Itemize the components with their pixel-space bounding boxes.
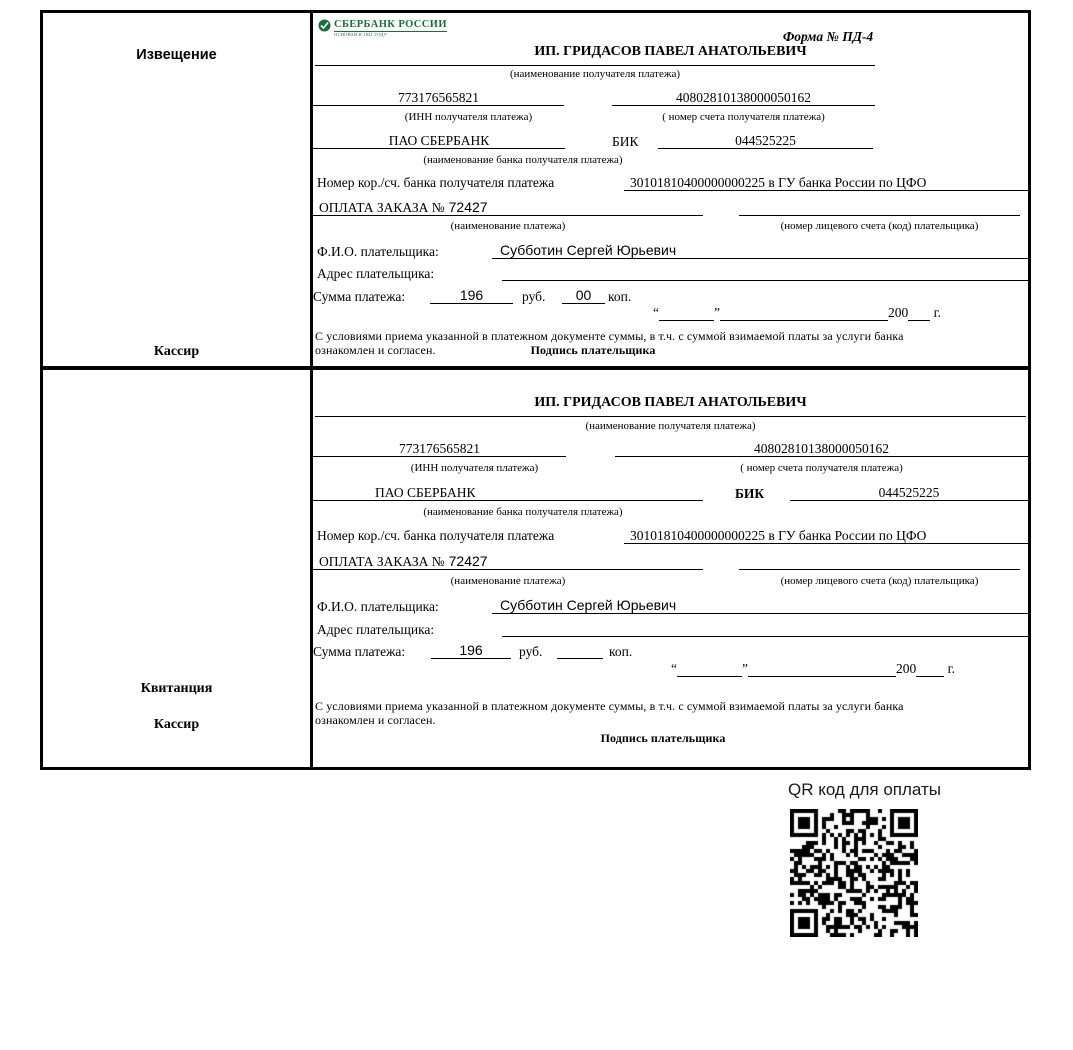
payment-name-label: ОПЛАТА ЗАКАЗА №: [319, 200, 445, 215]
sberbank-logo-subtext: ОСНОВАН В 1841 ГОДУ: [334, 32, 388, 37]
payment-name-number: 72427: [448, 199, 488, 215]
account-value: 40802810138000050162: [612, 88, 875, 106]
date-year-blank: [916, 662, 944, 677]
corr-label: Номер кор./сч. банка получателя платежа: [317, 175, 555, 190]
qr-code: [790, 809, 918, 937]
amount-rub-value: 196: [431, 641, 511, 659]
date-year-suffix: г.: [933, 305, 942, 320]
recipient-caption: (наименование получателя платежа): [585, 420, 756, 432]
rub-label: руб.: [519, 644, 543, 659]
corr-label: Номер кор./сч. банка получателя платежа: [317, 528, 555, 543]
address-label: Адрес плательщика:: [317, 622, 435, 637]
personal-account-blank: [739, 199, 1020, 216]
sberbank-logo: [318, 19, 447, 37]
bik-value: 044525225: [790, 483, 1028, 501]
inn-caption: (ИНН получателя платежа): [404, 111, 533, 123]
date-month-blank: [720, 306, 888, 321]
payer-signature-label: Подпись плательщика: [530, 343, 656, 357]
amount-label: Сумма платежа:: [313, 289, 406, 304]
recipient-underline: [315, 416, 1026, 417]
corr-value: 30101810400000000225 в ГУ банка России по ЦФО: [624, 172, 1028, 191]
payment-name-label: ОПЛАТА ЗАКАЗА №: [319, 554, 445, 569]
agreement-text: [315, 699, 985, 727]
agreement-line2-row: [315, 343, 985, 357]
qr-title: QR код для оплаты: [788, 780, 942, 799]
payment-name: [313, 553, 703, 570]
payment-name: [313, 199, 703, 216]
notice-side-column: [43, 13, 313, 370]
amount-kop-value: 00: [562, 286, 605, 304]
receipt-side-label: Квитанция: [140, 681, 213, 696]
date-day-blank: [659, 306, 714, 321]
recipient-caption: (наименование получателя платежа): [509, 68, 681, 80]
address-blank: [502, 619, 1028, 637]
amount-rub-value: 196: [430, 286, 513, 304]
pd4-form-sheet: [40, 10, 1031, 770]
sberbank-logo-icon: [318, 19, 331, 36]
date-blank-row: [671, 661, 955, 677]
bik-label: БИК: [612, 134, 639, 149]
bik-label: БИК: [735, 486, 765, 501]
kop-label: коп.: [609, 644, 633, 659]
notice-section: [313, 13, 1028, 370]
payer-signature-label: Подпись плательщика: [600, 731, 726, 745]
date-year-blank: [908, 306, 930, 321]
date-year-suffix: г.: [947, 661, 956, 676]
rub-label: руб.: [522, 289, 546, 304]
agreement-text: [315, 329, 985, 357]
fio-label: Ф.И.О. плательщика:: [317, 244, 439, 259]
bank-caption: (наименование банка получателя платежа): [423, 154, 623, 166]
agreement-line1: С условиями приема указанной в платежном документе суммы, в т.ч. с суммой взимаемой платы за услуги банка: [315, 699, 904, 713]
date-month-blank: [748, 662, 896, 677]
account-caption: ( номер счета получателя платежа): [662, 111, 825, 123]
personal-account-blank: [739, 553, 1020, 570]
agreement-line1: С условиями приема указанной в платежном документе суммы, в т.ч. с суммой взимаемой платы за услуги банка: [315, 329, 904, 343]
bank-name: ПАО СБЕРБАНК: [313, 131, 565, 149]
receipt-side-column: [43, 370, 313, 767]
date-quote-open: “: [671, 661, 677, 676]
date-quote-open: “: [653, 305, 659, 320]
agreement-line2: ознакомлен и согласен.: [315, 713, 436, 727]
account-value: 40802810138000050162: [615, 439, 1028, 457]
address-label: Адрес плательщика:: [317, 266, 435, 281]
payment-caption: (наименование платежа): [450, 220, 566, 232]
recipient-underline: [315, 65, 875, 66]
date-year-prefix: 200: [896, 661, 917, 676]
date-year-prefix: 200: [888, 305, 909, 320]
agreement-line2: ознакомлен и согласен.: [315, 343, 436, 357]
date-quote-close: ”: [742, 661, 748, 676]
corr-value: 30101810400000000225 в ГУ банка России по ЦФО: [624, 525, 1028, 544]
kop-label: коп.: [608, 289, 632, 304]
payment-name-number: 72427: [448, 553, 488, 569]
recipient-name: ИП. ГРИДАСОВ ПАВЕЛ АНАТОЛЬЕВИЧ: [534, 395, 807, 410]
recipient-name: ИП. ГРИДАСОВ ПАВЕЛ АНАТОЛЬЕВИЧ: [534, 44, 807, 59]
payer-name: Субботин Сергей Юрьевич: [492, 241, 1028, 259]
account-caption: ( номер счета получателя платежа): [740, 462, 903, 474]
personal-account-caption: (номер лицевого счета (код) плательщика): [780, 220, 979, 232]
amount-kop-blank: [557, 641, 603, 659]
date-quote-close: ”: [714, 305, 720, 320]
inn-value: 773176565821: [313, 439, 566, 457]
sberbank-logo-text: СБЕРБАНК РОССИИ: [334, 19, 447, 30]
amount-label: Сумма платежа:: [313, 644, 406, 659]
receipt-section: [313, 370, 1028, 767]
personal-account-caption: (номер лицевого счета (код) плательщика): [780, 575, 979, 587]
fio-label: Ф.И.О. плательщика:: [317, 599, 439, 614]
bank-caption: (наименование банка получателя платежа): [423, 506, 623, 518]
inn-caption: (ИНН получателя платежа): [410, 462, 539, 474]
notice-cashier-label: Кассир: [153, 344, 200, 359]
bank-name: ПАО СБЕРБАНК: [313, 483, 703, 501]
payer-name: Субботин Сергей Юрьевич: [492, 596, 1028, 614]
notice-side-label: Извещение: [136, 47, 217, 63]
payment-caption: (наименование платежа): [450, 575, 566, 587]
date-blank-row: [653, 305, 941, 321]
bik-value: 044525225: [658, 131, 873, 149]
date-day-blank: [677, 662, 742, 677]
receipt-cashier-label: Кассир: [153, 717, 200, 732]
address-blank: [502, 263, 1028, 281]
form-number: Форма № ПД-4: [782, 29, 874, 44]
inn-value: 773176565821: [313, 88, 564, 106]
